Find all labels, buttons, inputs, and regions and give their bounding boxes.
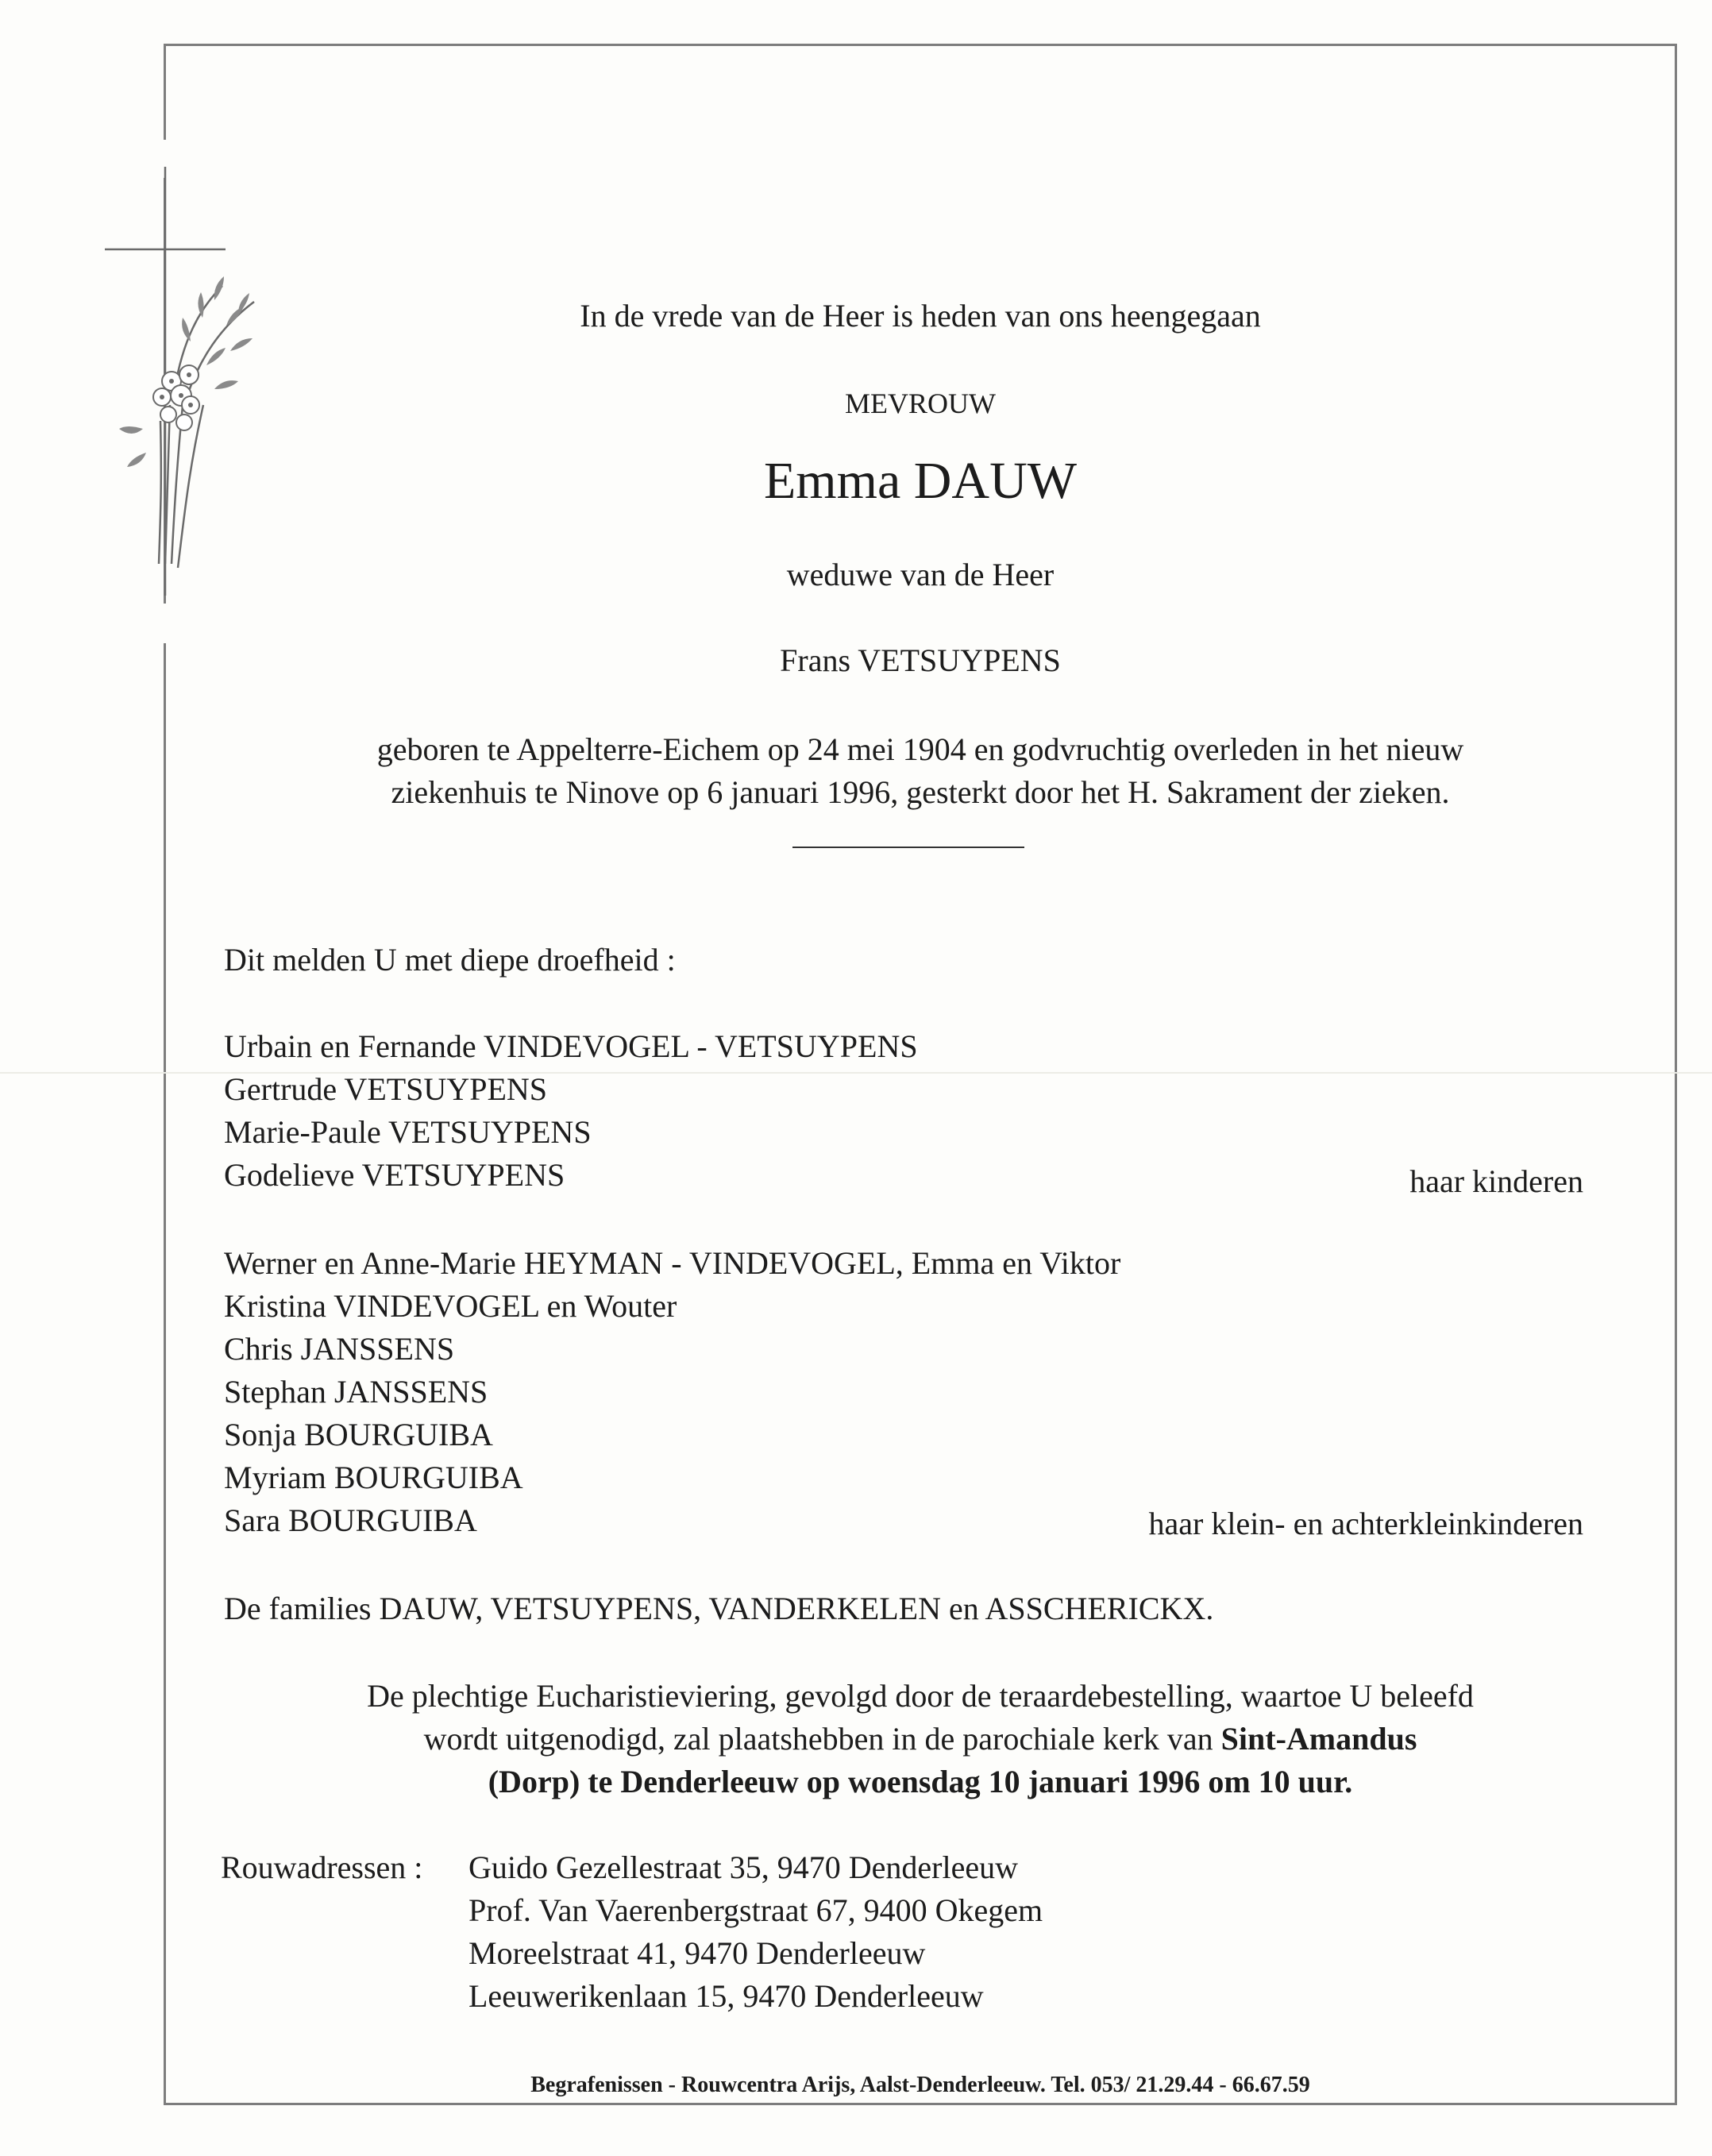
grandchild-name: Chris JANSSENS — [224, 1331, 455, 1367]
child-name: Godelieve VETSUYPENS — [224, 1157, 565, 1193]
address-item: Moreelstraat 41, 9470 Denderleeuw — [468, 1935, 926, 1971]
footer-text: Begrafenissen - Rouwcentra Arijs, Aalst-Denderleeuw. Tel. 053/ 21.29.44 - 66.67.59 — [530, 2073, 1310, 2097]
address-item: Leeuwerikenlaan 15, 9470 Denderleeuw — [468, 1978, 984, 2014]
grandchild-name: Sara BOURGUIBA — [224, 1502, 477, 1538]
divider — [792, 847, 1024, 848]
child-name: Marie-Paule VETSUYPENS — [224, 1114, 592, 1150]
address-item: Prof. Van Vaerenbergstraat 67, 9400 Okegem — [468, 1892, 1043, 1928]
children-role: haar kinderen — [1409, 1163, 1583, 1199]
announcement-text: Dit melden U met diepe droefheid : — [224, 942, 676, 978]
church-name: Sint-Amandus — [1220, 1721, 1417, 1757]
ceremony-line-2-text: wordt uitgenodigd, zal plaatshebben in de parochiale kerk van — [423, 1721, 1221, 1757]
families-text: De families DAUW, VETSUYPENS, VANDERKELEN en ASSCHERICKX. — [224, 1591, 1214, 1626]
addresses-label: Rouwadressen : — [221, 1849, 423, 1885]
grandchild-name: Myriam BOURGUIBA — [224, 1460, 523, 1495]
child-name: Gertrude VETSUYPENS — [224, 1071, 548, 1107]
birth-death-line-1: geboren te Appelterre-Eichem op 24 mei 1904 en godvruchtig overleden in het nieuw — [376, 731, 1464, 767]
grandchild-name: Stephan JANSSENS — [224, 1374, 488, 1410]
grandchild-name: Sonja BOURGUIBA — [224, 1417, 493, 1452]
address-item: Guido Gezellestraat 35, 9470 Denderleeuw — [468, 1849, 1018, 1885]
grandchild-name: Kristina VINDEVOGEL en Wouter — [224, 1288, 677, 1324]
deceased-name: Emma DAUW — [763, 452, 1078, 510]
ceremony-line-1: De plechtige Eucharistieviering, gevolgd door de teraardebestelling, waartoe U beleefd — [367, 1678, 1474, 1714]
birth-death-line-2: ziekenhuis te Ninove op 6 januari 1996, gesterkt door het H. Sakrament der zieken. — [391, 774, 1450, 810]
ceremony-line-2 — [164, 1718, 1677, 1760]
intro-text: In de vrede van de Heer is heden van ons heengegaan — [580, 298, 1261, 334]
husband-name: Frans VETSUYPENS — [780, 642, 1061, 678]
ceremony-line-3: (Dorp) te Denderleeuw op woensdag 10 januari 1996 om 10 uur. — [488, 1764, 1353, 1799]
widow-line: weduwe van de Heer — [786, 557, 1055, 592]
grandchildren-role: haar klein- en achterkleinkinderen — [1148, 1506, 1583, 1541]
child-name: Urbain en Fernande VINDEVOGEL - VETSUYPENS — [224, 1028, 918, 1064]
grandchild-name: Werner en Anne-Marie HEYMAN - VINDEVOGEL, Emma en Viktor — [224, 1245, 1121, 1281]
title-text: MEVROUW — [845, 388, 996, 419]
